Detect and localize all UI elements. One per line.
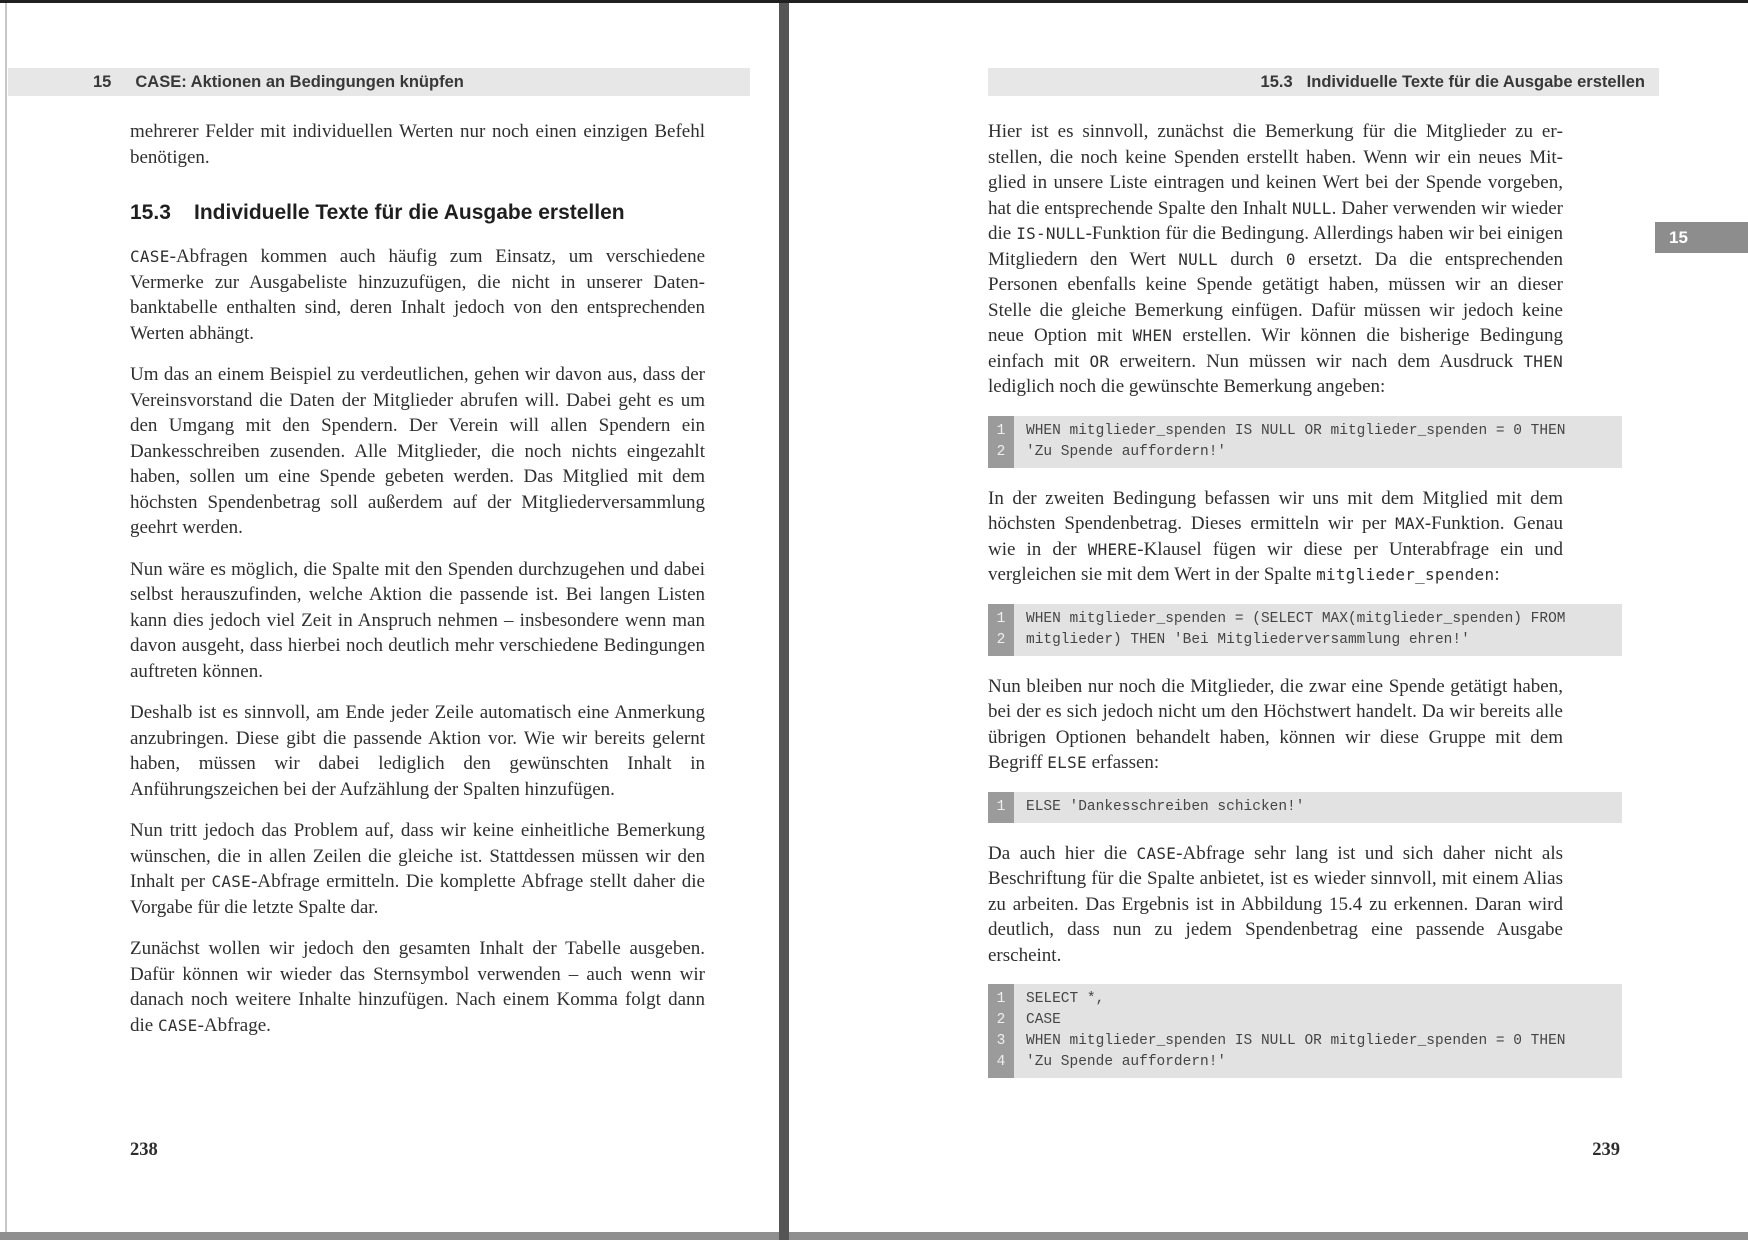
body-column-right (988, 96, 1566, 1096)
body-paragraph: Zunächst wollen wir jedoch den gesamten Inhalt der Tabelle ausgeben. Dafür können wir wieder das Sternsymbol verwenden – auch wenn wir danach noch weitere Inhalte hinzufügen. Nach einem Komma folgt dann die CASE-Abfrage. (130, 938, 705, 1036)
inline-code: NULL (1292, 198, 1332, 218)
scan-bottom-edge (0, 1232, 1748, 1240)
inline-code: CASE (157, 1015, 198, 1035)
chapter-title: CASE: Aktionen an Bedingungen knüpfen (135, 72, 464, 91)
inline-code: THEN (1523, 351, 1564, 371)
body-paragraph: In der zweiten Bedingung befassen wir uns mit dem Mitglied mit dem höchsten Spendenbetrag. Dieses ermitteln wir per MAX-Funktion. Genau wie in der WHERE-Klausel fügen wir diese per Unterabfrage ein und vergleichen sie mit dem Wert in der Spalte mitglieder_spenden: (988, 487, 1563, 585)
code-line-numbers: 1 2 (988, 416, 1014, 468)
code-listing (988, 984, 1622, 1078)
inline-code: CASE (1136, 843, 1177, 863)
body-paragraph: Nun wäre es möglich, die Spalte mit den Spenden durchzugehen und dabei selbst herauszufinden, welche Aktion die passende ist. Bei langen Listen kann dies jedoch viel Zeit in Anspruch nehmen – insbesondere wenn man davon ausgeht, dass hierbei noch deutlich mehr verschiedene Bedingungen auftreten können. (130, 558, 705, 682)
inline-code: mitglieder_spenden (1316, 565, 1495, 584)
body-paragraph: Hier ist es sinnvoll, zunächst die Bemerkung für die Mitglieder zu erstellen, die noch keine Spenden erstellt haben. Wenn wir ein neues Mitglied in unsere Liste eintragen und keinen Wert bei der Spende vorgeben, hat die entsprechende Spalte den Inhalt NULL. Daher verwenden wir wieder die IS-NULL-Funktion für die Bedingung. Allerdings haben wir bei einigen Mitgliedern den Wert NULL durch 0 ersetzt. Da die entsprechenden Personen ebenfalls keine Spende getätigt haben, müssen wir an dieser Stelle die gleiche Bemerkung einfügen. Dafür müssen wir jedoch keine neue Option mit WHEN erstellen. Wir können die bisherige Bedingung einfach mit OR erweitern. Nun müssen wir nach dem Ausdruck THEN lediglich noch die gewünschte Bemerkung angeben: (988, 121, 1564, 397)
page-right (789, 0, 1748, 1232)
running-header-left (8, 68, 750, 96)
code-listing (988, 604, 1622, 656)
code-line-numbers: 1 2 3 4 (988, 984, 1014, 1078)
inline-code: IS-NULL (1016, 224, 1086, 243)
inline-code: OR (1089, 351, 1110, 371)
page-number-left: 238 (130, 1140, 158, 1160)
code-line-numbers: 1 (988, 792, 1014, 823)
body-paragraph: Deshalb ist es sinnvoll, am Ende jeder Zeile automatisch eine Anmerkung anzubringen. Diese gibt die passende Aktion vor. Wie wir bereits gelernt haben, müssen wir dabei lediglich den gewünschten Inhalt in Anführungszeichen bei der Aufzählung der Spalten hinzufügen. (130, 702, 705, 800)
inline-code: MAX (1395, 514, 1425, 533)
page-left (8, 0, 779, 1232)
inline-code: WHERE (1087, 539, 1138, 559)
chapter-number: 15 (93, 72, 112, 91)
section-heading (130, 200, 705, 226)
inline-code: 0 (1285, 249, 1296, 269)
code-line-numbers: 1 2 (988, 604, 1014, 656)
inline-code: NULL (1178, 249, 1218, 269)
inline-code: WHEN (1132, 326, 1173, 345)
body-paragraph: CASE-Abfragen kommen auch häufig zum Einsatz, um verschiedene Vermerke zur Ausgabeliste hinzuzufügen, die nicht in unserer Datenbanktabelle enthalten sind, deren Inhalt jedoch von den entsprechenden Werten abhängt. (130, 246, 705, 344)
section-heading-number: 15.3 (130, 201, 171, 224)
body-paragraph: Nun tritt jedoch das Problem auf, dass wir keine einheitliche Bemerkung wünschen, die in allen Zeilen die gleiche ist. Stattdessen müssen wir den Inhalt per CASE-Abfrage ermitteln. Die komplette Abfrage stellt daher die Vorgabe für die letzte Spalte dar. (130, 820, 705, 918)
chapter-thumb-tab: 15 (1655, 222, 1748, 253)
code-listing (988, 416, 1622, 468)
inline-code: CASE (211, 872, 252, 891)
inline-code: CASE (130, 247, 170, 266)
inline-code: ELSE (1047, 753, 1087, 772)
code-text: WHEN mitglieder_spenden = (SELECT MAX(mitglieder_spenden) FROM mitglieder) THEN 'Bei Mitgliederversammlung ehren!' (1014, 604, 1622, 656)
body-paragraph: mehrerer Felder mit individuellen Werten nur noch einen einzigen Befehl benötigen. (130, 121, 705, 168)
running-header-right (988, 68, 1659, 96)
body-paragraph: Nun bleiben nur noch die Mitglieder, die zwar eine Spende getätigt haben, bei der es sich jedoch nicht um den Höchstwert handelt. Da wir bereits alle übrigen Optionen behandelt haben, können wir diese Gruppe mit dem Begriff ELSE erfassen: (988, 675, 1563, 773)
page-number-right: 239 (1592, 1140, 1620, 1160)
body-column-left (130, 96, 705, 1054)
page-gutter-divider (779, 3, 789, 1240)
body-paragraph: Da auch hier die CASE-Abfrage sehr lang ist und sich daher nicht als Beschriftung für die Spalte anbietet, ist es wieder sinnvoll, mit einem Alias zu arbeiten. Das Ergebnis ist in Abbildung 15.4 zu erkennen. Daran wird deutlich, dass nun zu jedem Spendenbetrag eine passende Ausgabe erscheint. (988, 842, 1563, 966)
scan-left-edge (5, 3, 7, 1232)
section-number: 15.3 (1260, 72, 1293, 91)
code-text: WHEN mitglieder_spenden IS NULL OR mitglieder_spenden = 0 THEN 'Zu Spende auffordern!' (1014, 416, 1622, 468)
section-heading-title: Individuelle Texte für die Ausgabe erstellen (194, 201, 625, 224)
code-listing (988, 792, 1622, 823)
code-text: ELSE 'Dankesschreiben schicken!' (1014, 792, 1622, 823)
section-title: Individuelle Texte für die Ausgabe erstellen (1306, 72, 1645, 91)
body-paragraph: Um das an einem Beispiel zu verdeutlichen, gehen wir davon aus, dass der Vereinsvorstand die Daten der Mitglieder abrufen will. Dabei geht es um den Umgang mit den Spendern. Der Verein will allen Spendern ein Dankesschreiben zusenden. Alle Mitglieder, die noch nichts eingezahlt haben, sollen um eine Spende gebeten werden. Das Mitglied mit dem höchsten Spendenbetrag soll außerdem auf der Mitgliederversammlung geehrt werden. (130, 364, 705, 538)
code-text: SELECT *, CASE WHEN mitglieder_spenden IS NULL OR mitglieder_spenden = 0 THEN 'Zu Spende auffordern!' (1014, 984, 1622, 1078)
